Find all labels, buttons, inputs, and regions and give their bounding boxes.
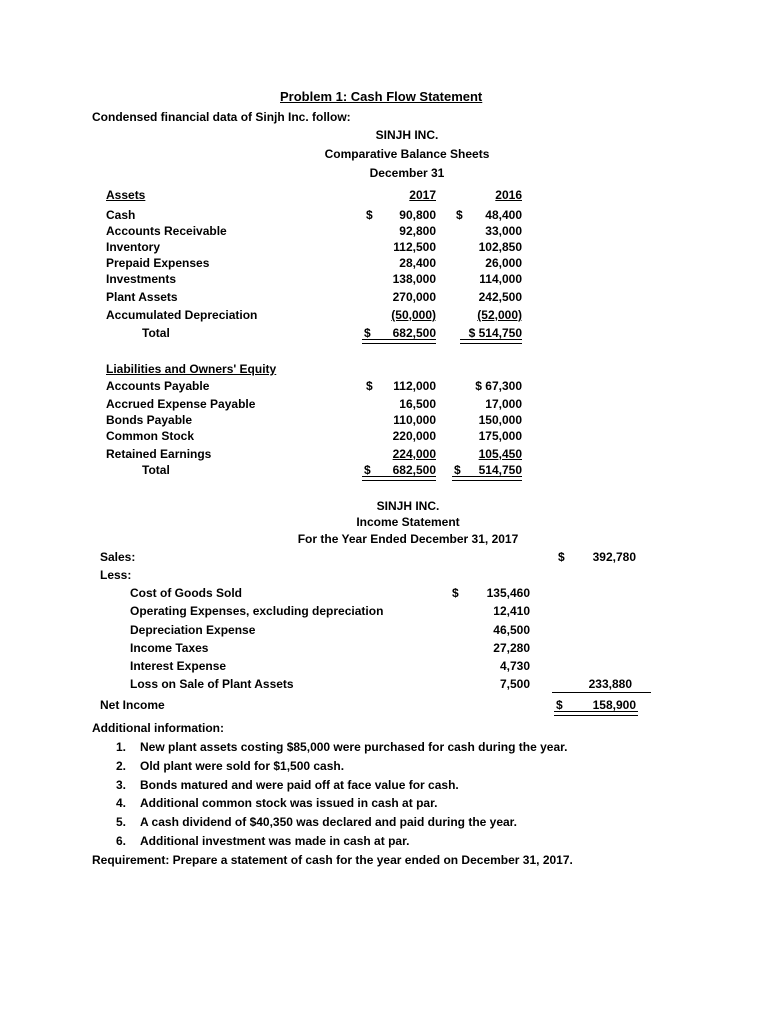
expense-value: 135,460: [486, 586, 530, 600]
liab-total-dollar-2016: $: [454, 463, 461, 477]
info-number: 4.: [116, 796, 127, 810]
info-number: 1.: [116, 740, 127, 754]
liability-2016: $ 67,300: [475, 379, 522, 393]
ap-dollar-2017: $: [366, 379, 373, 393]
liability-2017: 220,000: [392, 429, 436, 443]
asset-2017: 90,800: [399, 208, 436, 222]
requirement-text: Requirement: Prepare a statement of cash for the year ended on December 31, 2017.: [92, 853, 573, 867]
assets-total-label: Total: [142, 326, 170, 340]
liability-2017: 16,500: [399, 397, 436, 411]
asset-label: Prepaid Expenses: [106, 256, 210, 270]
liability-label: Accrued Expense Payable: [106, 397, 256, 411]
asset-label: Inventory: [106, 240, 161, 254]
info-text: A cash dividend of $40,350 was declared and paid during the year.: [140, 815, 518, 829]
is-name: Income Statement: [356, 515, 460, 529]
liab-total-label: Total: [142, 463, 170, 477]
asset-2017: 92,800: [399, 224, 436, 238]
asset-2017: 138,000: [392, 272, 436, 286]
liability-2016: 150,000: [478, 413, 522, 427]
assets-total-2016-double-rule: [460, 339, 522, 344]
page-title: Problem 1: Cash Flow Statement: [280, 89, 483, 104]
liability-label: Retained Earnings: [106, 447, 212, 461]
asset-label: Plant Assets: [106, 290, 178, 304]
liability-2017: 224,000: [392, 447, 436, 461]
asset-2017: 28,400: [399, 256, 436, 270]
expense-label: Depreciation Expense: [130, 623, 256, 637]
bs-name: Comparative Balance Sheets: [324, 147, 490, 161]
net-income-label: Net Income: [100, 698, 165, 712]
expense-value: 12,410: [493, 604, 530, 618]
expense-label: Loss on Sale of Plant Assets: [130, 677, 294, 691]
asset-2016: 102,850: [478, 240, 522, 254]
liab-total-2016-double-rule: [452, 476, 522, 481]
info-text: Additional investment was made in cash at par.: [140, 834, 410, 848]
asset-label: Investments: [106, 272, 177, 286]
expense-dollar: $: [452, 586, 459, 600]
liab-total-2017-double-rule: [362, 476, 436, 481]
net-income-dollar: $: [556, 698, 563, 712]
expense-value: 27,280: [493, 641, 530, 655]
asset-2016: 26,000: [485, 256, 522, 270]
asset-2017: (50,000): [391, 308, 436, 322]
asset-label: Accumulated Depreciation: [106, 308, 258, 322]
liability-label: Accounts Payable: [106, 379, 210, 393]
info-number: 5.: [116, 815, 127, 829]
asset-label: Cash: [106, 208, 136, 222]
liability-2016: 105,450: [478, 447, 522, 461]
liab-total-2017: 682,500: [392, 463, 436, 477]
asset-2017: 270,000: [392, 290, 436, 304]
asset-2016: 242,500: [478, 290, 522, 304]
asset-2016: 33,000: [485, 224, 522, 238]
is-period: For the Year Ended December 31, 2017: [297, 532, 519, 546]
cash-dollar-2016: $: [456, 208, 463, 222]
expense-label: Interest Expense: [130, 659, 227, 673]
liability-label: Bonds Payable: [106, 413, 193, 427]
liab-total-2016: 514,750: [478, 463, 522, 477]
sales-label: Sales:: [100, 550, 136, 564]
expense-value: 7,500: [499, 677, 530, 691]
assets-total-2017-double-rule: [362, 339, 436, 344]
net-income-double-rule: [554, 711, 638, 716]
expense-value: 4,730: [499, 659, 530, 673]
liabilities-header: Liabilities and Owners' Equity: [106, 362, 277, 376]
intro-text: Condensed financial data of Sinjh Inc. follow:: [92, 110, 351, 124]
info-number: 2.: [116, 759, 127, 773]
info-text: New plant assets costing $85,000 were purchased for cash during the year.: [140, 740, 568, 754]
liability-2016: 17,000: [485, 397, 522, 411]
bs-company: SINJH INC.: [375, 128, 439, 142]
asset-2017: 112,500: [393, 240, 436, 254]
info-text: Additional common stock was issued in cash at par.: [140, 796, 438, 810]
assets-total-dollar: $: [364, 326, 371, 340]
is-company: SINJH INC.: [376, 499, 440, 513]
year-2017-header: 2017: [409, 188, 436, 202]
total-expenses-rule: [552, 692, 651, 693]
liability-2017: 110,000: [393, 413, 436, 427]
liability-label: Common Stock: [106, 429, 195, 443]
bs-date: December 31: [369, 166, 445, 180]
assets-total-2016: $ 514,750: [468, 326, 522, 340]
less-label: Less:: [100, 568, 132, 582]
additional-header: Additional information:: [92, 721, 224, 735]
assets-header: Assets: [106, 188, 146, 202]
liab-total-dollar-2017: $: [364, 463, 371, 477]
sales-value: 392,780: [592, 550, 636, 564]
asset-2016: (52,000): [477, 308, 522, 322]
assets-total-2017: 682,500: [392, 326, 436, 340]
expense-value: 46,500: [493, 623, 530, 637]
year-2016-header: 2016: [495, 188, 522, 202]
sales-dollar: $: [558, 550, 565, 564]
expense-label: Cost of Goods Sold: [130, 586, 242, 600]
info-text: Bonds matured and were paid off at face value for cash.: [140, 778, 459, 792]
expense-label: Operating Expenses, excluding depreciation: [130, 604, 384, 618]
asset-2016: 48,400: [485, 208, 522, 222]
liability-2017: 112,000: [393, 379, 436, 393]
info-number: 3.: [116, 778, 127, 792]
cash-dollar-2017: $: [366, 208, 373, 222]
info-text: Old plant were sold for $1,500 cash.: [140, 759, 345, 773]
asset-2016: 114,000: [479, 272, 522, 286]
net-income-value: 158,900: [592, 698, 636, 712]
liability-2016: 175,000: [478, 429, 522, 443]
expense-label: Income Taxes: [130, 641, 209, 655]
asset-label: Accounts Receivable: [106, 224, 227, 238]
total-expenses: 233,880: [588, 677, 632, 691]
info-number: 6.: [116, 834, 127, 848]
